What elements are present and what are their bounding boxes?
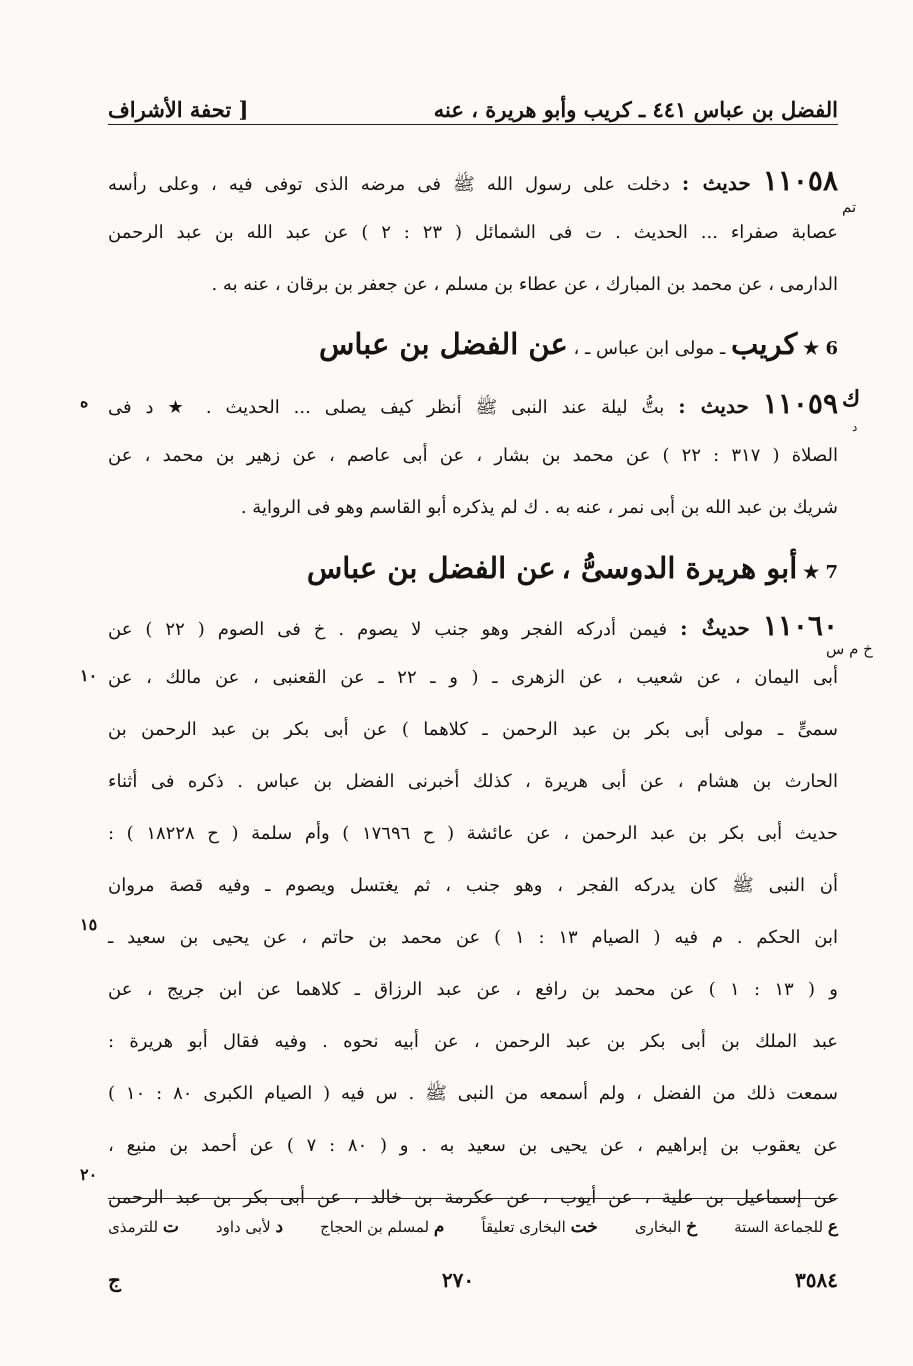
entry-line: عبد الملك بن أبى بكر بن عبد الرحمن ، عن أبيه نحوه . وفيه فقال أبو هريرة : xyxy=(108,1031,838,1052)
hadith-entry-11060: ١١٠٦٠ حديثٌ : فيمن أدركه الفجر وهو جنب لا يصوم . خ فى الصوم ( ٢٢ ) عن أبى اليمان ، عن شعيب ، عن الزهرى ـ ( و ـ ٢٢ ـ عن القعنبى ، عن مالك ، عن سمىٍّ ـ مولى أبى بكر بن عبد الرحمن ـ كلاهما ) عن أبى بكر بن عبد الرحمن بن الحارث بن هشام ، عن أبى هريرة ، كذلك أخبرنى الفضل بن عباس . ذكره فى أثناء حديث أبى بكر بن عبد الرحمن ، عن عائشة ( ح ١٧٦٩٦ ) وأم سلمة ( ح ١٨٢٢٨ ) : أن النبى ﷺ كان يدركه الفجر ، وهو جنب ، ثم يغتسل ويصوم ـ وفيه قصة مروان ابن الحكم . م فيه ( الصيام ١٣ : ١ ) عن محمد بن حاتم ، عن يحيى بن سعيد ـ و ( ١٣ : ١ ) عن محمد بن رافع ، عن عبد الرزاق ـ كلاهما عن ابن جريج ، عن عبد الملك بن أبى بكر بن عبد الرحمن ، عن أبيه نحوه . وفيه فقال أبو هريرة : سمعت ذلك من الفضل ، ولم أسمعه من النبى ﷺ . س فيه ( الصيام الكبرى ٨٠ : ١٠ ) عن يعقوب بن إبراهيم ، عن يحيى بن سعيد به . و ( ٨٠ : ٧ ) عن أحمد بن منيع ، عن إسماعيل بن علية ، عن أيوب ، عن عكرمة بن خالد ، عن أبى بكر بن عبد الرحمن xyxy=(108,600,838,1224)
entry-line: شريك بن عبد الله بن أبى نمر ، عنه به . ك لم يذكره أبو القاسم وهو فى الرواية . xyxy=(240,497,838,518)
entry-line: حديث أبى بكر بن عبد الرحمن ، عن عائشة ( ح ١٧٦٩٦ ) وأم سلمة ( ح ١٨٢٢٨ ) : xyxy=(108,823,838,844)
abbrev-item: خت البخارى تعليقاً xyxy=(481,1217,598,1237)
abbrev-item: م لمسلم بن الحجاج xyxy=(320,1217,445,1237)
entry-line: أبى اليمان ، عن شعيب ، عن الزهرى ـ ( و ـ ٢٢ ـ عن القعنبى ، عن مالك ، عن xyxy=(108,667,838,688)
margin-line-number: ه xyxy=(80,392,89,411)
hadith-number: ١١٠٥٩ xyxy=(762,387,838,420)
abbrev-item: د لأبى داود xyxy=(215,1217,284,1237)
entry-line: عن يعقوب بن إبراهيم ، عن يحيى بن سعيد به . و ( ٨٠ : ٧ ) عن أحمد بن منيع ، xyxy=(108,1135,838,1156)
signature-mark: ج xyxy=(108,1268,121,1292)
abbrev-item: ت للترمذى xyxy=(108,1217,179,1237)
margin-line-number: ١٥ xyxy=(80,915,98,934)
entry-line: عصابة صفراء ... الحديث . ت فى الشمائل ( ٢٣ : ٢ ) عن عبد الله بن عبد الرحمن xyxy=(108,222,838,243)
entry-line: الدارمى ، عن محمد بن المبارك ، عن عطاء بن مسلم ، عن جعفر بن برقان ، عنه به . xyxy=(211,274,838,295)
entry-line: ١١٠٥٨ حديث : دخلت على رسول الله ﷺ فى مرضه الذى توفى فيه ، وعلى رأسه xyxy=(108,164,838,197)
hadith-number: ١١٠٥٨ xyxy=(762,164,838,197)
chapter-marker: 7 ★ xyxy=(803,562,838,583)
abbrev-item: ع للجماعة الستة xyxy=(734,1217,838,1237)
running-header xyxy=(108,78,838,122)
chapter-title: كريب xyxy=(730,327,798,361)
margin-line-number: ٢٠ xyxy=(80,1165,98,1184)
sigla-sub: د xyxy=(852,420,858,434)
header-right: الفضل بن عباس ٤٤١ ـ كريب وأبو هريرة ، عنه xyxy=(433,97,838,122)
header-left: [ تحفة الأشراف xyxy=(108,97,249,122)
hadith-entry-11058 xyxy=(108,155,838,311)
entry-line: الحارث بن هشام ، عن أبى هريرة ، كذلك أخبرنى الفضل بن عباس . ذكره فى أثناء xyxy=(108,771,838,792)
hadith-label: حديث : xyxy=(681,171,751,195)
chapter-tail: عن الفضل بن عباس xyxy=(306,551,556,585)
entry-line: الصلاة ( ٣١٧ : ٢٢ ) عن محمد بن بشار ، عن أبى عاصم ، عن زهير بن محمد ، عن xyxy=(108,445,838,466)
sigla-marker: تم xyxy=(842,198,857,216)
entry-line: سمىٍّ ـ مولى أبى بكر بن عبد الرحمن ـ كلاهما ) عن أبى بكر بن عبد الرحمن بن xyxy=(108,719,838,740)
margin-line-number: ١٠ xyxy=(80,666,98,685)
page-number: ٢٧٠ xyxy=(441,1268,475,1292)
footer-rule xyxy=(108,1198,838,1199)
chapter-heading-6 xyxy=(108,316,838,372)
entry-line: و ( ١٣ : ١ ) عن محمد بن رافع ، عن عبد الرزاق ـ كلاهما عن ابن جريج ، عن xyxy=(108,979,838,1000)
chapter-tail: عن الفضل بن عباس xyxy=(318,327,568,361)
entry-line: أن النبى ﷺ كان يدركه الفجر ، وهو جنب ، ثم يغتسل ويصوم ـ وفيه قصة مروان xyxy=(108,875,838,896)
hadith-label: حديث : xyxy=(678,394,749,418)
hadith-entry-11059: ١١٠٥٩ حديث : بتُّ ليلة عند النبى ﷺ أنظر كيف يصلى ... الحديث . ★ د فى الصلاة ( ٣١٧ : ٢٢ ) عن محمد بن بشار ، عن أبى عاصم ، عن زهير بن محمد ، عن شريك بن عبد الله بن أبى نمر ، عنه به . ك لم يذكره أبو القاسم وهو فى الرواية . xyxy=(108,378,838,534)
chapter-marker: 6 ★ xyxy=(803,338,838,359)
sigla-marker: ك xyxy=(842,386,861,412)
volume-page-number: ٣٥٨٤ xyxy=(795,1268,838,1292)
chapter-heading-7 xyxy=(108,540,838,596)
entry-line: ابن الحكم . م فيه ( الصيام ١٣ : ١ ) عن محمد بن حاتم ، عن يحيى بن سعيد ـ xyxy=(108,927,838,948)
hadith-number: ١١٠٦٠ xyxy=(762,609,838,642)
chapter-title: أبو هريرة الدوسىُّ ، xyxy=(561,551,798,585)
sigla-marker: خ م س xyxy=(826,640,873,658)
hadith-label: حديثٌ : xyxy=(680,616,750,640)
abbreviation-key xyxy=(108,1208,838,1246)
chapter-subtitle: ـ مولى ابن عباس ـ ، xyxy=(573,338,726,359)
abbrev-item: خ البخارى xyxy=(634,1217,698,1237)
page-footer xyxy=(108,1262,838,1298)
entry-line: سمعت ذلك من الفضل ، ولم أسمعه من النبى ﷺ . س فيه ( الصيام الكبرى ٨٠ : ١٠ ) xyxy=(108,1083,839,1104)
entry-line: عن إسماعيل بن علية ، عن أيوب ، عن عكرمة بن خالد ، عن أبى بكر بن عبد الرحمن xyxy=(108,1187,838,1208)
header-rule xyxy=(108,124,838,125)
